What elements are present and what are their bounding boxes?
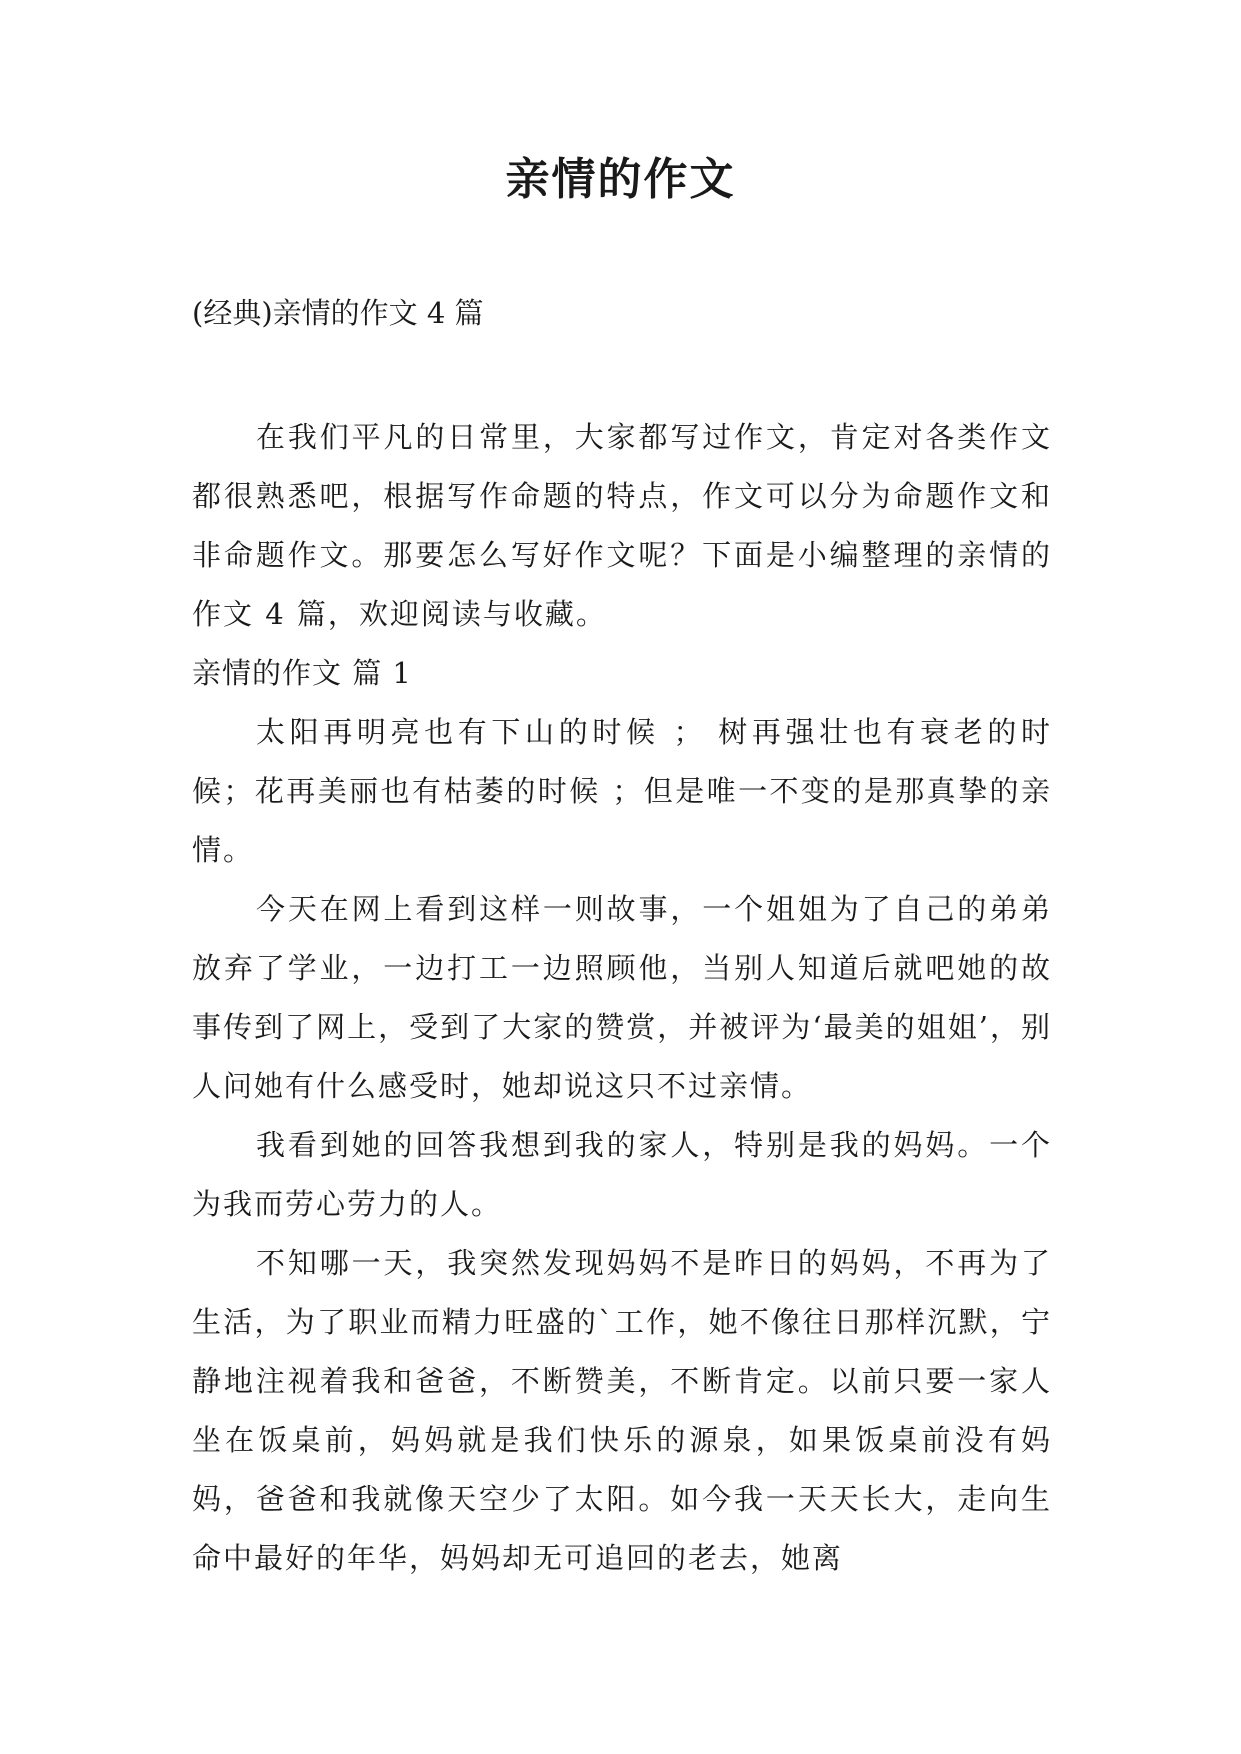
body-paragraph: 今天在网上看到这样一则故事，一个姐姐为了自己的弟弟放弃了学业，一边打工一边照顾他，当别人知道后就吧她的故事传到了网上，受到了大家的赞赏，并被评为‘最美的姐姐’，别人问她有什么感受时，她却说这只不过亲情。: [192, 892, 1052, 1103]
document-title: 亲情的作文: [505, 154, 736, 205]
body-paragraph: 太阳再明亮也有下山的时候 ； 树再强壮也有衰老的时候；花再美丽也有枯萎的时候 ；但是唯一不变的是那真挚的亲情。: [192, 715, 1052, 867]
document-body: [192, 408, 1052, 1588]
intro-paragraph: 在我们平凡的日常里，大家都写过作文，肯定对各类作文都很熟悉吧，根据写作命题的特点，作文可以分为命题作文和非命题作文。那要怎么写好作文呢？下面是小编整理的亲情的作文 4 篇，欢迎阅读与收藏。: [192, 420, 1052, 631]
body-paragraph: 不知哪一天，我突然发现妈妈不是昨日的妈妈，不再为了生活，为了职业而精力旺盛的`工作，她不像往日那样沉默，宁静地注视着我和爸爸，不断赞美，不断肯定。以前只要一家人坐在饭桌前，妈妈就是我们快乐的源泉，如果饭桌前没有妈妈，爸爸和我就像天空少了太阳。如今我一天天长大，走向生命中最好的年华，妈妈却无可追回的老去，她离: [192, 1246, 1052, 1575]
document-subtitle: (经典)亲情的作文 4 篇: [192, 296, 484, 330]
section-heading: 亲情的作文 篇 1: [192, 656, 412, 690]
body-paragraph: 我看到她的回答我想到我的家人，特别是我的妈妈。一个为我而劳心劳力的人。: [192, 1128, 1052, 1221]
